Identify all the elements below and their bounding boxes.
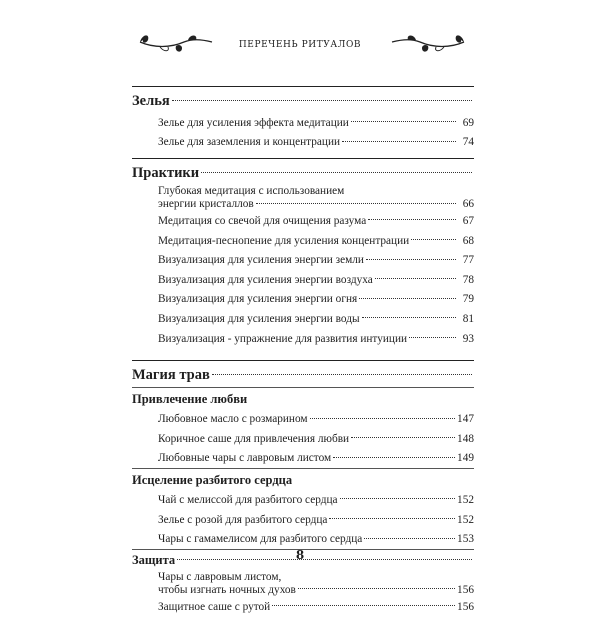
entry-title: Любовное масло с розмарином [158,413,308,426]
entry-page: 152 [457,493,474,506]
dot-leader [364,537,455,539]
entry-title: Чай с мелиссой для разбитого сердца [158,493,338,506]
toc-entry[interactable] [132,250,474,270]
entry-page: 148 [457,432,474,445]
dot-leader [310,417,455,419]
entry-page: 67 [462,214,474,227]
dot-leader [201,171,472,173]
entry-title: Чары с гамамелисом для разбитого сердца [158,533,363,546]
entry-page: 149 [457,452,474,465]
entry-page: 78 [462,273,474,286]
entry-title-line1: Глубокая медитация с использованием [158,185,345,198]
dot-leader [375,277,456,279]
entry-title: Визуализация для усиления энергии воды [158,312,360,325]
toc-entry[interactable] [132,429,474,449]
table-of-contents [132,86,474,617]
subsection-header-love[interactable] [132,388,474,409]
section-header-practices[interactable] [132,159,474,185]
entry-page: 152 [457,513,474,526]
entry-title-line2: чтобы изгнать ночных духов [158,583,296,596]
section-title: Практики [132,164,200,181]
entry-page: 77 [462,254,474,267]
entry-title: Медитация со свечой для очищения разума [158,214,367,227]
toc-entry[interactable] [132,409,474,429]
toc-entry[interactable] [132,309,474,329]
entry-page: 156 [457,583,474,596]
entry-title: Зелье для заземления и концентрации [158,136,341,149]
toc-entry[interactable] [132,113,474,133]
entry-title: Медитация-песнопение для усиления концентрации [158,234,410,247]
page-number: 8 [295,548,305,562]
subsection-header-healing[interactable] [132,469,474,490]
dot-leader [298,587,455,589]
entry-page: 93 [462,332,474,345]
dot-leader [340,497,456,499]
entry-title-line2: энергии кристаллов [158,198,254,211]
entry-page: 79 [462,293,474,306]
entry-title-line1: Чары с лавровым листом, [158,570,282,583]
toc-entry[interactable] [132,185,474,211]
toc-entry[interactable] [132,211,474,231]
dot-leader [333,456,455,458]
entry-title: Визуализация для усиления энергии земли [158,254,364,267]
section-practices [132,158,474,348]
section-herbal-magic [132,360,474,387]
dot-leader [359,297,456,299]
dot-leader [329,517,455,519]
dot-leader [411,238,456,240]
dot-leader [351,436,455,438]
entry-title: Визуализация для усиления энергии огня [158,293,358,306]
entry-title: Любовные чары с лавровым листом [158,452,332,465]
entry-title: Защитное саше с рутой [158,600,271,613]
running-title: ПЕРЕЧЕНЬ РИТУАЛОВ [238,40,362,50]
entry-page: 66 [462,198,474,211]
section-title: Зелья [132,92,170,109]
dot-leader [212,373,472,375]
subsection-title: Исцеление разбитого сердца [132,472,293,487]
dot-leader [366,258,456,260]
entry-page: 68 [462,234,474,247]
subsection-healing [132,468,474,549]
toc-entry[interactable] [132,231,474,251]
toc-entry[interactable] [132,571,474,597]
entry-page: 156 [457,600,474,613]
entry-title: Коричное саше для привлечения любви [158,432,350,445]
toc-entry[interactable] [132,510,474,530]
toc-entry[interactable] [132,290,474,310]
dot-leader [409,336,456,338]
entry-page: 147 [457,413,474,426]
dot-leader [362,316,456,318]
entry-title: Зелье с розой для разбитого сердца [158,513,328,526]
subsection-title: Привлечение любви [132,391,248,406]
dot-leader [351,120,456,122]
entry-page: 81 [462,312,474,325]
dot-leader [256,202,456,204]
dot-leader [368,218,456,220]
entry-title: Визуализация для усиления энергии воздуха [158,273,373,286]
entry-page: 153 [457,533,474,546]
entry-page: 74 [462,136,474,149]
entry-title: Визуализация - упражнение для развития интуиции [158,332,408,345]
entry-page: 69 [462,116,474,129]
toc-entry[interactable] [132,490,474,510]
right-flourish-ornament [388,30,468,56]
toc-entry[interactable] [132,133,474,153]
section-header-potions[interactable] [132,87,474,113]
section-title: Магия трав [132,366,210,383]
dot-leader [342,140,456,142]
entry-title: Зелье для усиления эффекта медитации [158,116,349,129]
section-potions [132,86,474,152]
toc-entry[interactable] [132,449,474,469]
dot-leader [272,604,455,606]
subsection-title: Защита [132,553,176,568]
section-header-herbal-magic[interactable] [132,361,474,387]
subsection-love [132,387,474,468]
toc-entry[interactable] [132,270,474,290]
toc-entry[interactable] [132,329,474,349]
toc-entry[interactable] [132,529,474,549]
dot-leader [172,99,472,101]
